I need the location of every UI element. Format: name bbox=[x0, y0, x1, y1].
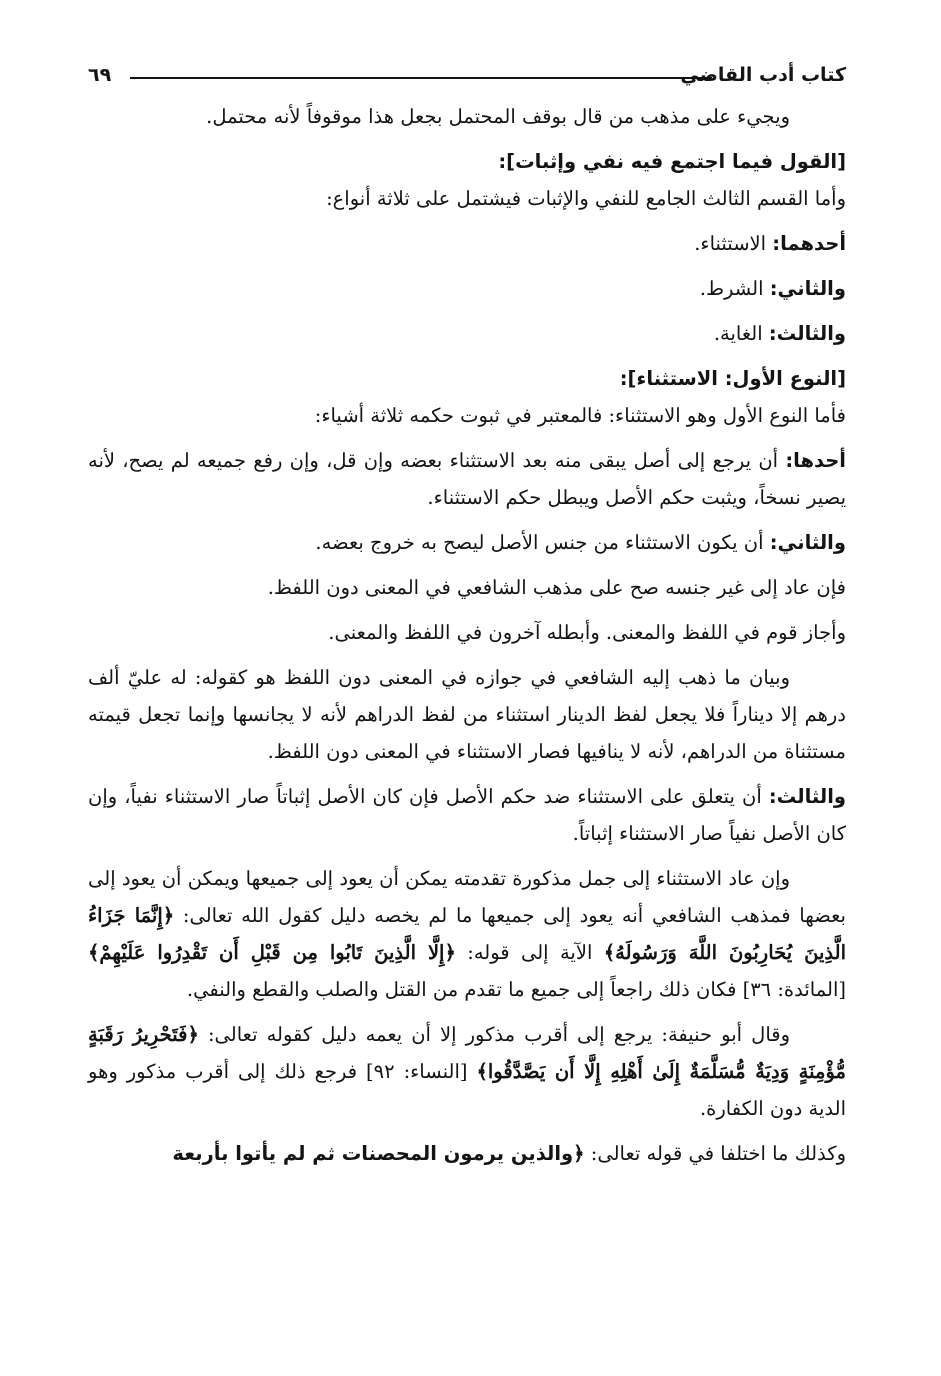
list-item-first bbox=[88, 225, 846, 262]
paragraph-text: ويجيء على مذهب من قال بوقف المحتمل بجعل هذا موقوفاً لأنه محتمل. bbox=[206, 105, 790, 128]
paragraph bbox=[88, 614, 846, 651]
condition-third bbox=[88, 778, 846, 852]
list-item-second bbox=[88, 270, 846, 307]
book-title: كتاب أدب القاضي bbox=[680, 64, 846, 86]
paragraph-with-quran bbox=[88, 1016, 846, 1127]
page-number: ٦٩ bbox=[88, 64, 112, 86]
heading-text: [النوع الأول: الاستثناء]: bbox=[619, 367, 846, 390]
lead-word: والثاني: bbox=[769, 277, 846, 300]
lead-word: أحدها: bbox=[785, 449, 846, 472]
quran-verse: ﴿والذين يرمون المحصنات ثم لم يأتوا بأربعة bbox=[172, 1142, 585, 1165]
paragraph-continuation bbox=[88, 98, 846, 135]
paragraph-text: الغاية. bbox=[713, 322, 763, 345]
quran-verse: ﴿فَتَحْرِيرُ رَقَبَةٍ مُّؤْمِنَةٍ وَدِيَةٌ مُّسَلَّمَةٌ إِلَىٰ أَهْلِهِ إِلَّا أَن يَصَّدَّقُوا﴾ bbox=[88, 1023, 846, 1083]
condition-second bbox=[88, 524, 846, 561]
header-rule bbox=[130, 77, 712, 79]
paragraph-text: وإن عاد الاستثناء إلى جمل مذكورة تقدمته يمكن أن يعود إلى جميعها ويمكن أن يعود إلى بعضها فمذهب الشافعي أنه يعود إلى جميعها ما لم يخصه دليل كقول الله تعالى: bbox=[88, 867, 846, 927]
paragraph bbox=[88, 180, 846, 217]
paragraph-text: الآية إلى قوله: bbox=[467, 941, 593, 964]
list-item-third bbox=[88, 315, 846, 352]
paragraph-text: وكذلك ما اختلفا في قوله تعالى: bbox=[590, 1142, 846, 1165]
paragraph-text: [المائدة: ٣٦] فكان ذلك راجعاً إلى جميع ما تقدم من القتل والصلب والقطع والنفي. bbox=[186, 978, 846, 1001]
paragraph-text: أن يكون الاستثناء من جنس الأصل ليصح به خروج بعضه. bbox=[315, 531, 764, 554]
condition-first bbox=[88, 442, 846, 516]
lead-word: والثاني: bbox=[769, 531, 846, 554]
paragraph bbox=[88, 659, 846, 770]
page-header bbox=[88, 58, 846, 98]
lead-word: أحدهما: bbox=[772, 232, 846, 255]
paragraph-text: وقال أبو حنيفة: يرجع إلى أقرب مذكور إلا أن يعمه دليل كقوله تعالى: bbox=[207, 1023, 790, 1046]
heading-text: [القول فيما اجتمع فيه نفي وإثبات]: bbox=[498, 150, 846, 173]
paragraph-text: الاستثناء. bbox=[694, 232, 767, 255]
paragraph-text: وأما القسم الثالث الجامع للنفي والإثبات فيشتمل على ثلاثة أنواع: bbox=[326, 187, 846, 210]
section-heading bbox=[88, 143, 846, 180]
section-heading bbox=[88, 360, 846, 397]
lead-word: والثالث: bbox=[768, 322, 846, 345]
paragraph-text: [النساء: ٩٢] فرجع ذلك إلى أقرب مذكور وهو الدية دون الكفارة. bbox=[88, 1060, 846, 1120]
quran-verse: ﴿إِلَّا الَّذِينَ تَابُوا مِن قَبْلِ أَن تَقْدِرُوا عَلَيْهِمْ﴾ bbox=[88, 941, 456, 964]
body-text bbox=[88, 98, 846, 1172]
paragraph-with-quran bbox=[88, 1135, 846, 1172]
paragraph-text: الشرط. bbox=[699, 277, 764, 300]
paragraph-text: أن يرجع إلى أصل يبقى منه بعد الاستثناء بعضه وإن قل، وإن رفع جميعه لم يصح، لأنه يصير نسخاً، ويثبت حكم الأصل ويبطل حكم الاستثناء. bbox=[88, 449, 846, 509]
paragraph-text: فأما النوع الأول وهو الاستثناء: فالمعتبر في ثبوت حكمه ثلاثة أشياء: bbox=[314, 404, 846, 427]
paragraph bbox=[88, 569, 846, 606]
paragraph-with-quran bbox=[88, 860, 846, 1008]
lead-word: والثالث: bbox=[768, 785, 846, 808]
paragraph-text: وبيان ما ذهب إليه الشافعي في جوازه في المعنى دون اللفظ هو كقوله: له عليّ ألف درهم إلا ديناراً فلا يجعل لفظ الدينار استثناء من لفظ الدراهم لأنه لا يجانسها وإنما تجعل قيمته مستثناة من الدراهم، لأنه لا ينافيها فصار الاستثناء في المعنى دون اللفظ. bbox=[88, 666, 846, 763]
paragraph-text: وأجاز قوم في اللفظ والمعنى. وأبطله آخرون في اللفظ والمعنى. bbox=[328, 621, 846, 644]
paragraph-text: أن يتعلق على الاستثناء ضد حكم الأصل فإن كان الأصل إثباتاً صار الاستثناء نفياً، وإن كان الأصل نفياً صار الاستثناء إثباتاً. bbox=[88, 785, 846, 845]
quran-verse: ﴿إِنَّمَا جَزَاءُ الَّذِينَ يُحَارِبُونَ اللَّهَ وَرَسُولَهُ﴾ bbox=[88, 904, 846, 964]
paragraph-text: فإن عاد إلى غير جنسه صح على مذهب الشافعي في المعنى دون اللفظ. bbox=[267, 576, 846, 599]
paragraph bbox=[88, 397, 846, 434]
